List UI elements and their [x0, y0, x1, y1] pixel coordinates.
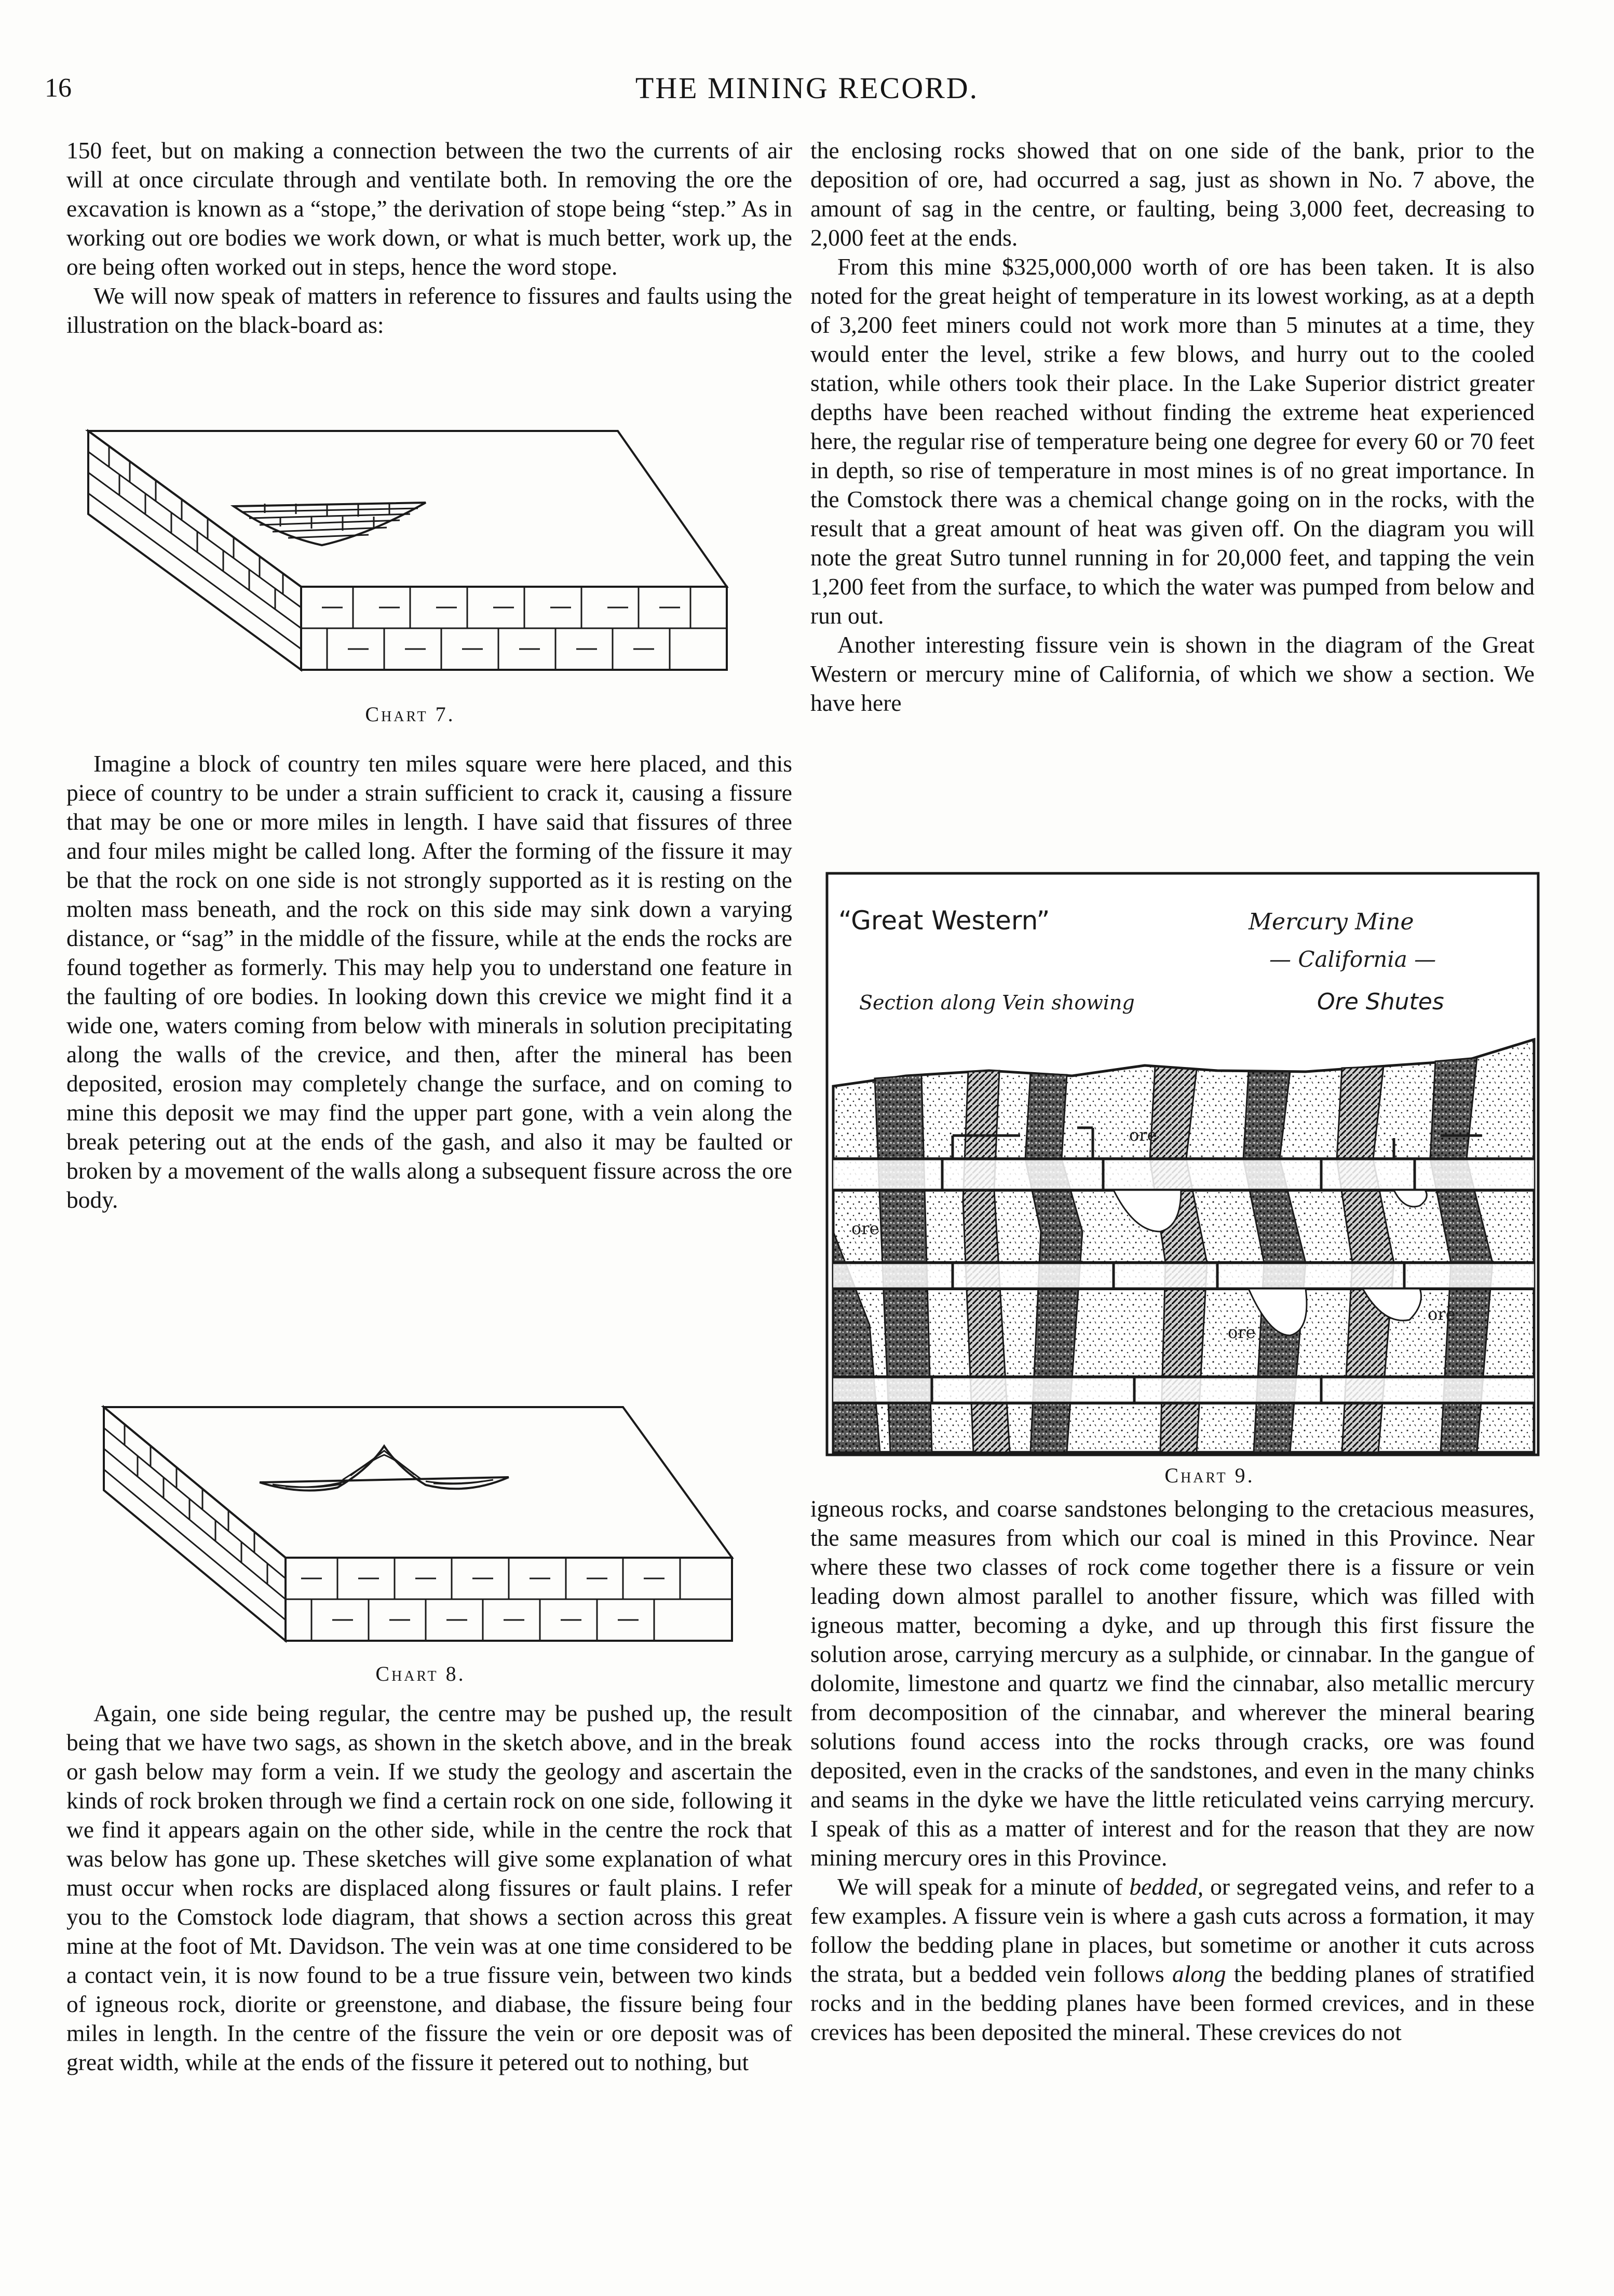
chart-8-block-diagram [93, 1397, 748, 1656]
chart-7-block-diagram [78, 410, 748, 685]
chart-9-ore-label-4: ore [1428, 1304, 1456, 1324]
chart-9-section-line-a: Section along Vein showing [859, 991, 1135, 1014]
chart-9-title-left: “Great Western” [838, 906, 1050, 936]
right-column-bottom [810, 1494, 1535, 2047]
running-title: THE MINING RECORD. [635, 71, 979, 105]
left-paragraph-3: Imagine a block of country ten miles square were here placed, and this piece of country to be under a strain sufficient to crack it, causing a fissure that may be one or more miles in length. I have said that fissures of three and four miles might be called long. After the forming of the fissure it may be that the rock on one side is not strongly supported as it is resting on the molten mass beneath, and the rock on this side may sink down a varying distance, or “sag” in the middle of the fissure, while at the ends the rocks are found together as formerly. This may help you to understand one feature in the faulting of ore bodies. In looking down this crevice we might find it a wide one, waters coming from below with minerals in solution precipitating along the walls of the crevice, and then, after the mineral has been deposited, erosion may completely change the surface, and on coming to mine this deposit we may find the upper part gone, with a vein along the break petering out at the ends of the gash, and also it may be faulted or broken by a movement of the walls along a subsequent fissure across the ore body. [66, 750, 792, 1213]
left-column-bottom [66, 1699, 792, 2077]
bedded-emphasis: bedded, [1129, 1873, 1204, 1900]
page-number: 16 [45, 73, 72, 103]
left-column-middle [66, 749, 792, 1214]
right-column-top [810, 136, 1535, 718]
along-emphasis: along [1172, 1961, 1226, 1987]
right-paragraph-1: the enclosing rocks showed that on one side of the bank, prior to the deposition of ore, had occurred a sag, just as shown in No. 7 above, the amount of sag in the centre, or faulting, being 3,000 feet, decreasing to 2,000 feet at the ends. [810, 137, 1535, 251]
chart-9-caption: Chart 9. [1164, 1464, 1255, 1487]
chart-8-top-face [104, 1407, 732, 1558]
chart-9-section-body [833, 1039, 1534, 1452]
chart-7-sag-vein [234, 503, 426, 545]
left-paragraph-2: We will now speak of matters in reference to fissures and faults using the illustration on the black-board as: [66, 282, 792, 338]
right-paragraph-5: We will speak for a minute of bedded, or segregated veins, and refer to a few examples. A fissure vein is where a gash cuts across a formation, it may follow the bedding plane in places, but sometime or another it cuts across the strata, but a bedded vein follows along the bedding planes of stratified rocks and in the bedding planes have been formed crevices, and in these crevices has been deposited the mineral. These crevices do not [810, 1873, 1535, 2045]
chart-8-caption: Chart 8. [375, 1662, 466, 1685]
chart-9-mine-section [823, 868, 1544, 1460]
chart-9-ore-label-3: ore [1228, 1322, 1256, 1342]
chart-7-caption: Chart 7. [365, 703, 455, 726]
chart-9-subtitle: — California — [1269, 947, 1436, 972]
chart-9-ore-label-1: ore [1129, 1125, 1157, 1145]
chart-8-uplift-vein [260, 1446, 509, 1491]
right-paragraph-2: From this mine $325,000,000 worth of ore has been taken. It is also noted for the great height of temperature in its lowest working, as at a depth of 3,200 feet miners could not work more than 5 minutes at a time, they would enter the level, strike a few blows, and hurry out to the cooled station, while others took their place. In the Lake Superior district greater depths have been reached without finding the extreme heat experienced here, the regular rise of temperature being one degree for every 60 or 70 feet in depth, so rise of temperature in most mines is of no great importance. In the Comstock there was a chemical change going on in the rocks, with the result that a great amount of heat was given off. On the diagram you will note the great Sutro tunnel running in for 20,000 feet, and tapping the vein 1,200 feet from the surface, to which the water was pumped from below and run out. [810, 253, 1535, 629]
chart-9-title-right: Mercury Mine [1249, 909, 1414, 935]
left-paragraph-1: 150 feet, but on making a connection between the two the currents of air will at once circulate through and ventilate both. In removing the ore the excavation is known as a “stope,” the derivation of stope being “step.” As in working out ore bodies we work down, or what is much better, work up, the ore being often worked out in steps, hence the word stope. [66, 137, 792, 280]
right-paragraph-4: igneous rocks, and coarse sandstones belonging to the cretacious measures, the same measures from which our coal is mined in this Province. Near where these two classes of rock come together there is a fissure or vein leading down almost parallel to another fissure, which was filled with igneous matter, becoming a dyke, and up through this first fissure the solution arose, carrying mercury as a sulphide, or cinnabar. In the gangue of dolomite, limestone and quartz we find the cinnabar, also metallic mercury from decomposition of the cinnabar, and wherever the mineral bearing solutions found access into the rocks through cracks, ore was found deposited, even in the cracks of the sandstones, and even in the many chinks and seams in the dyke we have the little reticulated veins carrying mercury. I speak of this as a matter of interest and for the reason that they are now mining mercury ores in this Province. [810, 1495, 1535, 1871]
left-column-top [66, 136, 792, 340]
chart-9-ore-label-2: ore [851, 1219, 879, 1238]
chart-9-section-line-b: Ore Shutes [1317, 989, 1444, 1015]
left-paragraph-4: Again, one side being regular, the centre may be pushed up, the result being that we have two sags, as shown in the sketch above, and in the break or gash below may form a vein. If we study the geology and ascertain the kinds of rock broken through we find a certain rock on one side, following it we find it appears again on the other side, while in the centre the rock that was below has gone up. These sketches will give some explanation of what must occur when rocks are displaced along fissures or fault plains. I refer you to the Comstock lode diagram, that shows a section across this great mine at the foot of Mt. Davidson. The vein was at one time considered to be a contact vein, it is now found to be a true fissure vein, between two kinds of igneous rock, diorite or greenstone, and diabase, the fissure being four miles in length. In the centre of the fissure the vein or ore deposit was of great width, while at the ends of the fissure it petered out to nothing, but [66, 1700, 792, 2075]
right-paragraph-3: Another interesting fissure vein is shown in the diagram of the Great Western or mercury mine of California, of which we show a section. We have here [810, 631, 1535, 716]
